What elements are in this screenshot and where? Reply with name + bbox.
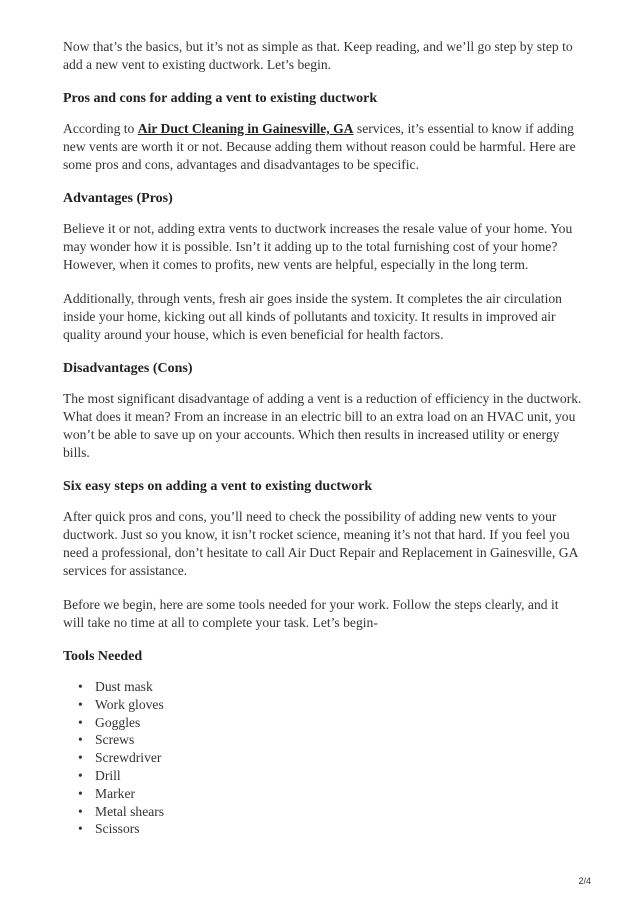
bullet-icon: • bbox=[78, 785, 83, 801]
pros-cons-heading: Pros and cons for adding a vent to existing ductwork bbox=[63, 91, 378, 106]
pros-cons-paragraph bbox=[63, 120, 583, 174]
advantages-paragraph-2: Additionally, through vents, fresh air goes inside the system. It completes the air circulation inside your home, kicking out all kinds of pollutants and toxicity. It results in improved air quality around your house, which is even beneficial for health factors. bbox=[63, 291, 562, 342]
page-number: 2/4 bbox=[578, 876, 591, 886]
list-item-label: Scissors bbox=[95, 821, 140, 837]
disadvantages-heading: Disadvantages (Cons) bbox=[63, 361, 193, 376]
list-item bbox=[78, 696, 583, 714]
document-page bbox=[63, 38, 583, 838]
air-duct-cleaning-link[interactable]: Air Duct Cleaning in Gainesville, GA bbox=[137, 121, 354, 136]
bullet-icon: • bbox=[78, 679, 83, 694]
list-item-label: Drill bbox=[95, 767, 121, 783]
list-item bbox=[78, 767, 583, 785]
pros-cons-prefix: According to bbox=[63, 121, 138, 136]
steps-heading: Six easy steps on adding a vent to existing ductwork bbox=[63, 479, 373, 494]
list-item bbox=[78, 714, 583, 732]
bullet-icon: • bbox=[78, 821, 83, 837]
list-item bbox=[78, 785, 583, 803]
bullet-icon: • bbox=[78, 696, 83, 712]
list-item-label: Screws bbox=[95, 732, 135, 748]
intro-paragraph: Now that’s the basics, but it’s not as simple as that. Keep reading, and we’ll go step by step to add a new vent to existing ductwork. Let’s begin. bbox=[63, 39, 573, 72]
list-item bbox=[78, 820, 583, 838]
bullet-icon: • bbox=[78, 732, 83, 748]
list-item-label: Metal shears bbox=[95, 803, 165, 819]
list-item-label: Marker bbox=[95, 785, 136, 801]
list-item bbox=[78, 803, 583, 821]
list-item-label: Work gloves bbox=[95, 696, 164, 712]
disadvantages-paragraph: The most significant disadvantage of adding a vent is a reduction of efficiency in the ductwork. What does it mean? From an increase in an electric bill to an extra load on an HVAC unit, you won’t be able to save up on your accounts. Which then results in increased utility or energy bills. bbox=[63, 391, 582, 460]
steps-paragraph-2: Before we begin, here are some tools needed for your work. Follow the steps clearly, and it will take no time at all to complete your task. Let’s begin- bbox=[63, 597, 559, 630]
list-item-label: Dust mask bbox=[95, 679, 153, 694]
tools-list bbox=[63, 678, 583, 838]
bullet-icon: • bbox=[78, 750, 83, 766]
bullet-icon: • bbox=[78, 767, 83, 783]
bullet-icon: • bbox=[78, 714, 83, 730]
list-item bbox=[78, 749, 583, 767]
tools-heading: Tools Needed bbox=[63, 649, 143, 664]
advantages-heading: Advantages (Pros) bbox=[63, 191, 173, 206]
advantages-paragraph-1: Believe it or not, adding extra vents to ductwork increases the resale value of your home. You may wonder how it is possible. Isn’t it adding up to the total furnishing cost of your home? However, when it comes to profits, new vents are helpful, especially in the long term. bbox=[63, 221, 573, 272]
steps-paragraph-1: After quick pros and cons, you’ll need to check the possibility of adding new vents to your ductwork. Just so you know, it isn’t rocket science, meaning it’s not that hard. If you feel you need a professional, don’t hesitate to call Air Duct Repair and Replacement in Gainesville, GA services for assistance. bbox=[63, 509, 578, 578]
list-item-label: Screwdriver bbox=[95, 750, 162, 766]
pros-cons-suffix: services, it’s essential to know if adding new vents are worth it or not. Because adding them without reason could be harmful. Here are some pros and cons, advantages and disadvantages to be specific. bbox=[63, 121, 576, 172]
list-item bbox=[78, 678, 583, 696]
list-item-label: Goggles bbox=[95, 714, 141, 730]
bullet-icon: • bbox=[78, 803, 83, 819]
list-item bbox=[78, 731, 583, 749]
